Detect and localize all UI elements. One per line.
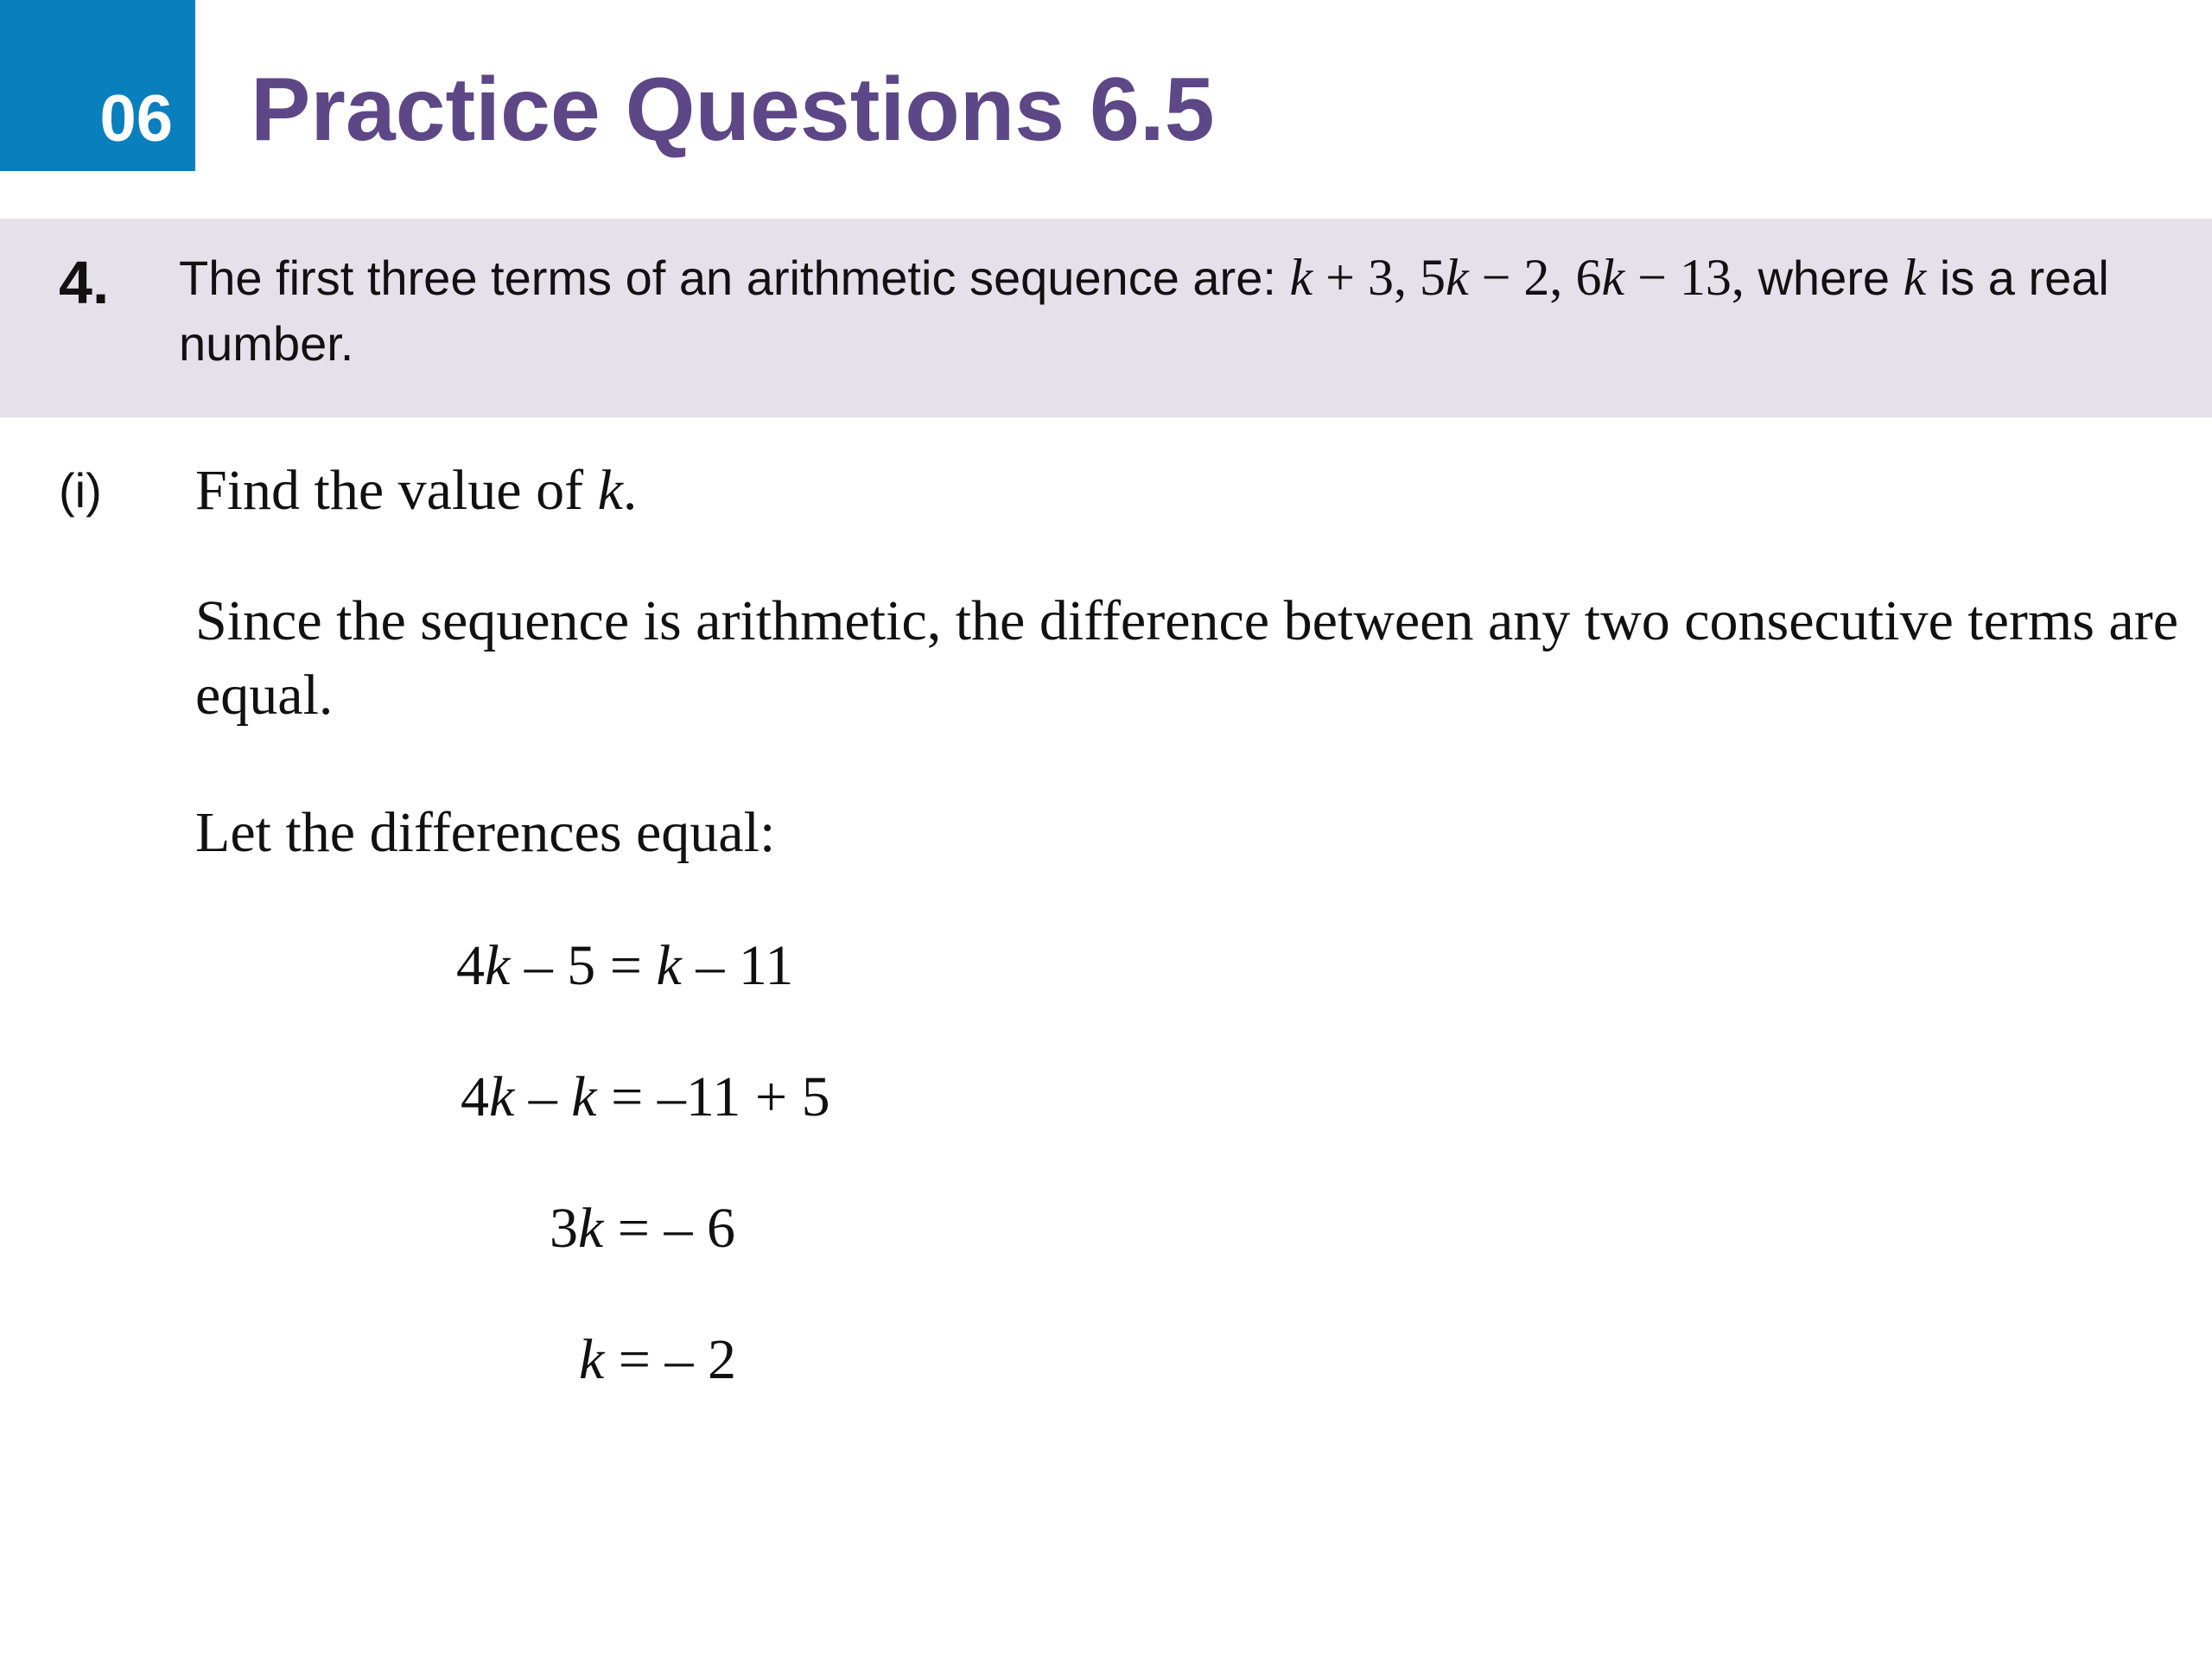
equation-part: 4 — [461, 1065, 489, 1128]
term2-variable: k — [1445, 249, 1469, 306]
part-label: (i) — [59, 463, 102, 518]
equation-4 — [579, 1325, 736, 1394]
equation-part: 3 — [550, 1197, 578, 1260]
chapter-number-badge — [0, 0, 195, 171]
term3-coefficient: 6 — [1575, 249, 1602, 306]
term1-rest: + 3, — [1313, 249, 1420, 306]
term2-coefficient: 5 — [1419, 249, 1446, 306]
equation-variable: k — [579, 1328, 605, 1391]
term3-rest: − 13, — [1624, 249, 1745, 306]
where-variable: k — [1903, 249, 1927, 306]
part-prompt-end: . — [622, 459, 638, 522]
part-prompt-variable: k — [597, 459, 623, 522]
explanation-text: Since the sequence is arithmetic, the difference between any two consecutive terms are equal. — [195, 589, 2178, 727]
question-band — [0, 219, 2212, 417]
question-text-after: is a real number. — [179, 251, 2109, 371]
equation-variable: k — [489, 1065, 515, 1128]
part-prompt — [195, 456, 637, 524]
equation-part: = –11 + 5 — [596, 1065, 830, 1128]
term3-variable: k — [1601, 249, 1625, 306]
equation-variable: k — [578, 1197, 604, 1260]
equation-1 — [456, 931, 793, 1000]
chapter-number: 06 — [99, 82, 173, 156]
question-terms — [1289, 249, 1744, 306]
equation-part: – 5 = — [510, 934, 657, 997]
question-text — [179, 245, 2166, 377]
equation-part: – — [514, 1065, 572, 1128]
equation-part: = – 6 — [603, 1197, 736, 1260]
equation-part: 4 — [456, 934, 485, 997]
term2-rest: − 2, — [1468, 249, 1576, 306]
question-number: 4. — [59, 249, 110, 316]
equation-part: = – 2 — [604, 1328, 737, 1391]
part-prompt-text: Find the value of — [195, 459, 598, 522]
equation-part: – 11 — [681, 934, 794, 997]
equation-variable: k — [656, 934, 682, 997]
equation-3 — [550, 1194, 735, 1262]
equation-2 — [461, 1063, 830, 1131]
term1-variable: k — [1289, 249, 1313, 306]
lead-in-text: Let the differences equal: — [195, 801, 776, 864]
question-text-before: The first three terms of an arithmetic sequence are: — [179, 251, 1290, 305]
page-title: Practice Questions 6.5 — [251, 60, 1215, 160]
equation-variable: k — [485, 934, 511, 997]
question-text-where: where — [1744, 251, 1904, 305]
equation-variable: k — [571, 1065, 597, 1128]
